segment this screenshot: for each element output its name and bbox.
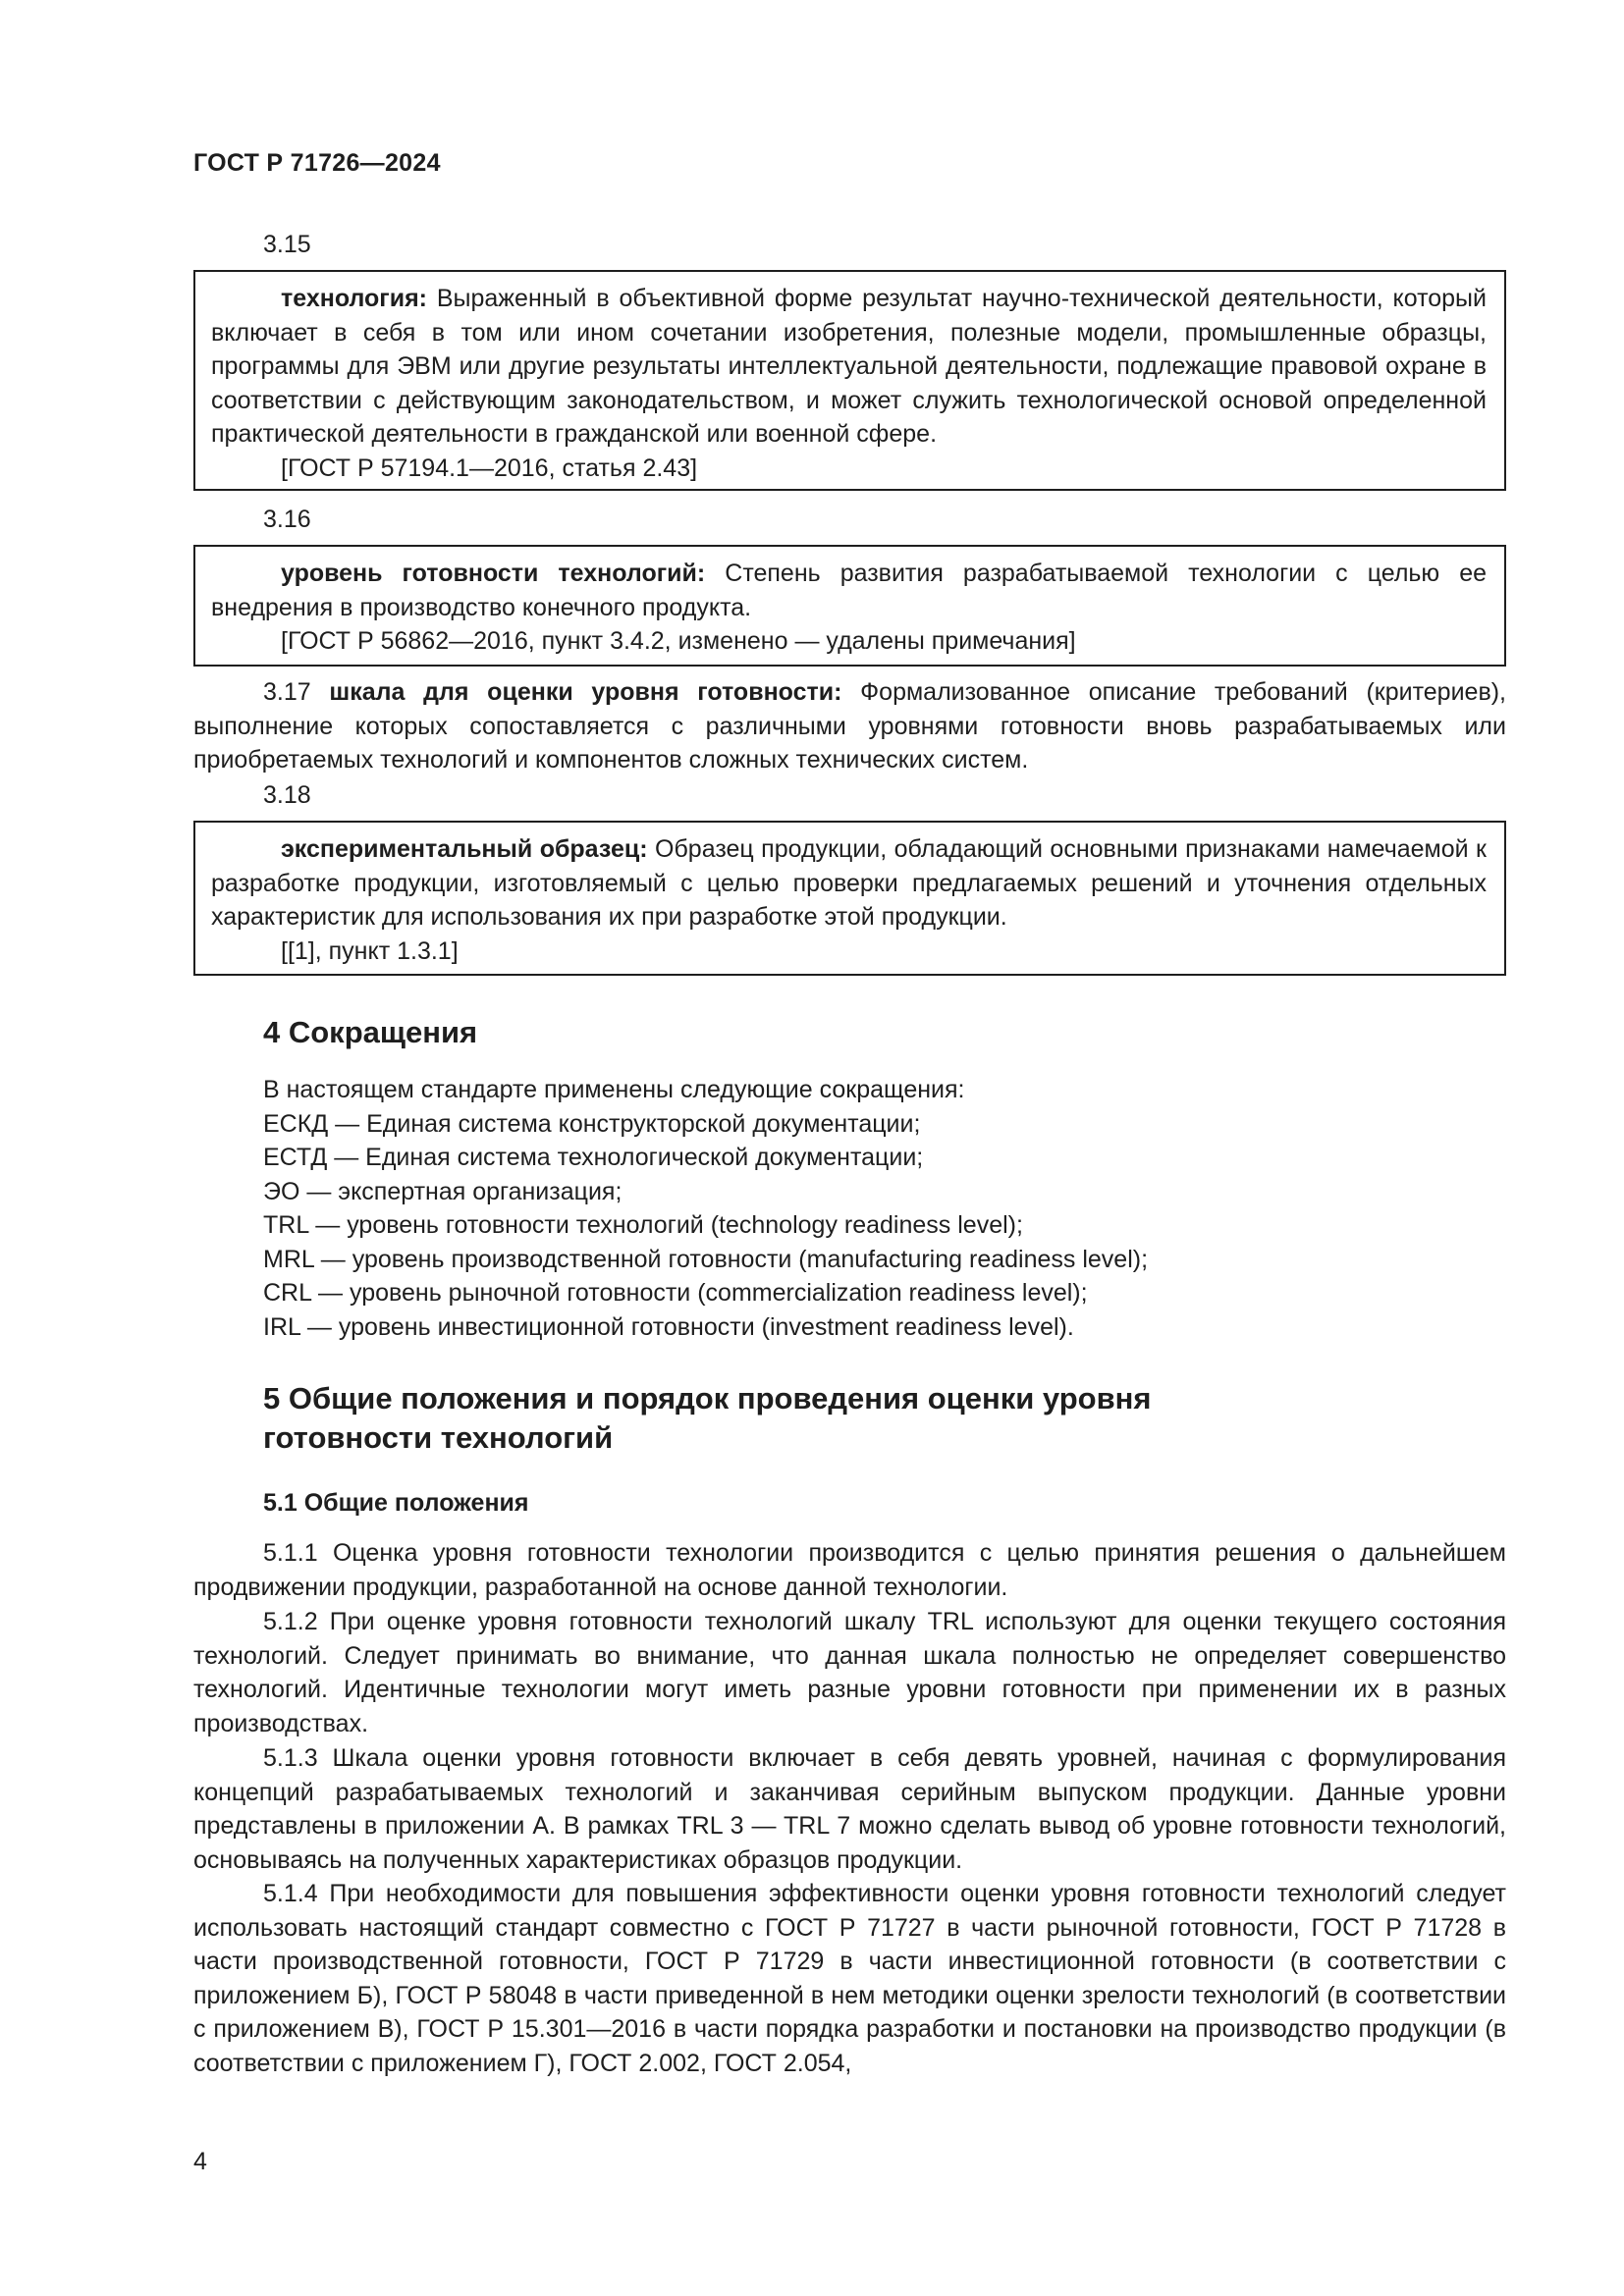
term-box-3-18 bbox=[193, 821, 1506, 976]
paragraph-5-1-1: 5.1.1 Оценка уровня готовности технологии производится с целью принятия решения о дальнейшем продвижении продукции, разработанной на основе данной технологии. bbox=[193, 1539, 1506, 1601]
term-name: шкала для оценки уровня готовности: bbox=[329, 678, 842, 706]
section-5-title bbox=[263, 1379, 1151, 1458]
term-source: [[1], пункт 1.3.1] bbox=[281, 936, 459, 965]
term-text: Формализованное описание требований (критериев), выполнение которых сопоставляется с различными уровнями готовности вновь разрабатываемых или приобретаемых технологий и компонентов сложных технических систем. bbox=[193, 678, 1507, 774]
term-number-3-15: 3.15 bbox=[263, 231, 311, 258]
term-number-3-16: 3.16 bbox=[263, 506, 311, 533]
abbreviation-item: ЕСТД — Единая система технологической документации; bbox=[263, 1144, 924, 1171]
term-definition-3-16 bbox=[211, 557, 1487, 624]
paragraph-5-1-3: 5.1.3 Шкала оценки уровня готовности включает в себя девять уровней, начиная с формулирования концепций разрабатываемых технологий и заканчивая серийным выпуском продукции. Данные уровни представлены в приложении А. В рамках TRL 3 — TRL 7 можно сделать вывод об уровне готовности технологий, основываясь на полученных характеристиках образцов продукции. bbox=[193, 1744, 1506, 1874]
standard-header: ГОСТ Р 71726—2024 bbox=[193, 149, 441, 177]
term-number: 3.17 bbox=[263, 678, 311, 706]
term-text: Образец продукции, обладающий основными признаками намечаемой к разработке продукции, изготовляемый с целью проверки предлагаемых решений и уточнения отдельных характеристик для использования их при разработке этой продукции. bbox=[211, 835, 1487, 931]
subsection-5-1-title: 5.1 Общие положения bbox=[263, 1489, 529, 1517]
term-name: уровень готовности технологий: bbox=[281, 560, 706, 587]
term-definition-3-18 bbox=[211, 832, 1487, 934]
section-4-title: 4 Сокращения bbox=[263, 1015, 478, 1049]
paragraph-5-1-2: 5.1.2 При оценке уровня готовности технологий шкалу TRL используют для оценки текущего состояния технологий. Следует принимать во внимание, что данная шкала полностью не определяет совершенство технологий. Идентичные технологии могут иметь разные уровни готовности при применении их в разных производствах. bbox=[193, 1608, 1506, 1737]
term-name: экспериментальный образец: bbox=[281, 835, 648, 863]
term-number-3-18: 3.18 bbox=[263, 781, 311, 809]
term-definition-3-17 bbox=[193, 675, 1506, 777]
abbreviations-list bbox=[263, 1073, 1148, 1344]
abbreviation-item: TRL — уровень готовности технологий (technology readiness level); bbox=[263, 1211, 1023, 1239]
term-text: Выраженный в объективной форме результат научно-технической деятельности, который включает в себя в том или ином сочетании изобретения, полезные модели, промышленные образцы, программы для ЭВМ или другие результаты интеллектуальной деятельности, подлежащие правовой охране в соответствии с действующим законодательством, и может служить технологической основой определенной практической деятельности в гражданской или военной сфере. bbox=[211, 285, 1487, 448]
term-name: технология: bbox=[281, 285, 427, 312]
abbreviation-item: ЕСКД — Единая система конструкторской документации; bbox=[263, 1109, 921, 1138]
abbreviation-item: CRL — уровень рыночной готовности (commercialization readiness level); bbox=[263, 1279, 1088, 1307]
term-box-3-15 bbox=[193, 270, 1506, 491]
abbreviation-item: MRL — уровень производственной готовности (manufacturing readiness level); bbox=[263, 1245, 1149, 1273]
term-definition-3-15 bbox=[211, 282, 1487, 452]
term-source: [ГОСТ Р 57194.1—2016, статья 2.43] bbox=[281, 454, 698, 482]
page-number: 4 bbox=[193, 2148, 207, 2175]
term-box-3-16 bbox=[193, 545, 1506, 667]
abbreviations-intro: В настоящем стандарте применены следующие сокращения: bbox=[263, 1076, 965, 1103]
term-source: [ГОСТ Р 56862—2016, пункт 3.4.2, изменено — удалены примечания] bbox=[281, 627, 1076, 655]
section-5-title-line2: готовности технологий bbox=[263, 1420, 614, 1455]
abbreviation-item: IRL — уровень инвестиционной готовности (investment readiness level). bbox=[263, 1312, 1074, 1341]
paragraph-5-1-4: 5.1.4 При необходимости для повышения эффективности оценки уровня готовности технологий следует использовать настоящий стандарт совместно с ГОСТ Р 71727 в части рыночной готовности, ГОСТ Р 71728 в части производственной готовности, ГОСТ Р 71729 в части инвестиционной готовности (в соответствии с приложением Б), ГОСТ Р 58048 в части приведенной в нем методики оценки зрелости технологий (в соответствии с приложением В), ГОСТ Р 15.301—2016 в части порядка разработки и постановки на производство продукции (в соответствии с приложением Г), ГОСТ 2.002, ГОСТ 2.054, bbox=[193, 1880, 1506, 2077]
term-text: Степень развития разрабатываемой технологии с целью ее внедрения в производство конечного продукта. bbox=[211, 560, 1488, 621]
abbreviation-item: ЭО — экспертная организация; bbox=[263, 1177, 623, 1205]
section-5-title-line1: 5 Общие положения и порядок проведения оценки уровня bbox=[263, 1381, 1152, 1415]
